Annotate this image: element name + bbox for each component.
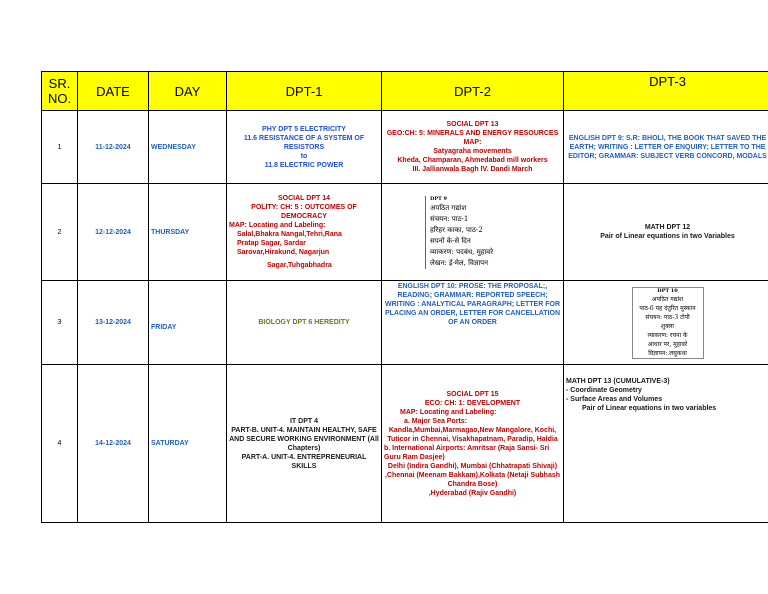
table-row (42, 365, 768, 523)
dpt2-cell (382, 111, 564, 184)
header-dpt2: DPT-2 (382, 72, 564, 111)
hindi-line: हरिहर काका, पाठ-2 (430, 225, 483, 234)
hindi-line: विज्ञापन: लघुकथा (648, 349, 687, 357)
dpt2-line: ,Hyderabad (Rajiv Gandhi) (428, 489, 517, 497)
sr-cell: 2 (42, 184, 78, 281)
dpt3-line: - Coordinate Geometry (566, 387, 642, 394)
date-cell: 11-12-2024 (78, 111, 149, 184)
header-dpt3: DPT-3 (564, 72, 768, 111)
hindi-line: अपठित गद्यांश (430, 203, 467, 212)
dpt2-line: ,Chennai (Meenam Bakkam),Kolkata (Netaji Subhash Chandra Bose) (384, 471, 561, 488)
day-cell: FRIDAY (149, 281, 227, 365)
sr-cell: 4 (42, 365, 78, 523)
hindi-line: व्याकरण: पदबंध, मुहावरे (430, 247, 494, 256)
dpt1-line: to (300, 152, 308, 160)
day-cell: SATURDAY (149, 365, 227, 523)
dpt1-line: MAP: Locating and Labeling: (229, 222, 326, 229)
date-cell: 14-12-2024 (78, 365, 149, 523)
dpt2-line: III. Jallianwala Bagh IV. Dandi March (412, 166, 533, 173)
header-day: DAY (149, 72, 227, 111)
dpt1-cell (227, 111, 382, 184)
dpt3-cell (564, 184, 768, 281)
dpt3-line: - Surface Areas and Volumes (566, 396, 663, 403)
sr-cell: 3 (42, 281, 78, 365)
dpt2-line: SOCIAL DPT 13 (446, 121, 499, 128)
dpt1-line: IT DPT 4 (289, 417, 318, 425)
dpt2-line: Kandla,Mumbai,Marmagao,New Mangalore, Kochi, Tuticor in Chennai, Visakhapatnam, Paradip, Haldia (387, 426, 558, 443)
dpt3-cell (564, 365, 768, 523)
hindi-line: DPT 9 (430, 195, 448, 202)
dpt2-line: Delhi (Indira Gandhi), Mumbai (Chhatrapati Shivaji) (387, 462, 558, 470)
hindi-line: लेखन: ई-मेल, विज्ञापन (430, 258, 488, 267)
dpt2-cell (382, 184, 564, 281)
hindi-line: संचयन: पाठ-1 (430, 214, 469, 223)
date-cell: 12-12-2024 (78, 184, 149, 281)
hindi-dpt-image (425, 196, 520, 269)
dpt1-line: BIOLOGY DPT 6 HEREDITY (258, 319, 350, 326)
dpt1-line: PART-A. UNIT-4. ENTREPRENEURIAL SKILLS (241, 453, 367, 470)
header-date: DATE (78, 72, 149, 111)
dpt2-line: ENGLISH DPT 10: PROSE: THE PROPOSAL;, READING; GRAMMAR: REPORTED SPEECH; WRITING : ANALYTICAL PARAGRAPH; LETTER FOR PLACING AN ORDER, LETTER FOR CANCELLATION OF AN ORDER (385, 283, 560, 326)
dpt2-line: SOCIAL DPT 15 (446, 390, 499, 398)
dpt1-line: POLITY: CH: 5 : OUTCOMES OF DEMOCRACY (251, 204, 357, 220)
dpt2-line: b. International Airports: Amritsar (Raja Sansi- Sri Guru Ram Dasjee) (384, 444, 550, 461)
hindi-line: सपनों के-से दिन (430, 236, 471, 245)
dpt2-line: MAP: Locating and Labeling: (400, 408, 497, 416)
dpt1-line: Sagar,Tuhgabhadra (267, 262, 332, 269)
header-dpt1: DPT-1 (227, 72, 382, 111)
dpt1-line: Pratap Sagar, Sardar (237, 240, 306, 247)
table-row (42, 111, 768, 184)
date-cell: 13-12-2024 (78, 281, 149, 365)
hindi-line: DPT 10 (657, 287, 678, 294)
dpt2-cell (382, 281, 564, 365)
header-sr: SR. NO. (42, 72, 78, 111)
dpt1-cell (227, 365, 382, 523)
dpt2-cell (382, 365, 564, 523)
dpt1-line: RESISTORS (283, 143, 325, 151)
day-cell: THURSDAY (149, 184, 227, 281)
hindi-line: अपठित गद्यांश (651, 295, 684, 303)
hindi-line: व्याकरण: रचना के (647, 331, 688, 339)
dpt2-line: Satyagraha movements (433, 148, 512, 155)
hindi-line: पाठ-6 यह दंतुरित मुस्कान (639, 304, 696, 312)
dpt2-line: GEO:CH: 5: MINERALS AND ENERGY RESOURCES (386, 130, 559, 137)
dpt1-line: PART-B. UNIT-4. MAINTAIN HEALTHY, SAFE AND SECURE WORKING ENVIRONMENT (All Chapters) (229, 426, 379, 452)
dpt2-line: MAP: (463, 139, 482, 146)
table-row (42, 184, 768, 281)
dpt1-line: SOCIAL DPT 14 (278, 195, 330, 202)
day-cell: WEDNESDAY (149, 111, 227, 184)
dpt1-line: Salal,Bhakra Nangal,Tehri,Rana (237, 231, 342, 238)
hindi-line: आधार पर, मुहावरे (647, 340, 688, 348)
dpt-schedule-table (41, 71, 768, 523)
hindi-dpt-image (632, 287, 704, 359)
dpt1-cell (227, 281, 382, 365)
table-row (42, 281, 768, 365)
dpt1-line: Sarovar,Hirakund, Nagarjun (237, 249, 330, 256)
header-row (42, 72, 768, 111)
dpt3-line: Pair of Linear equations in two Variables (600, 233, 735, 240)
sr-cell: 1 (42, 111, 78, 184)
dpt3-cell (564, 111, 768, 184)
dpt3-line: ENGLISH DPT 9: S.R: BHOLI, THE BOOK THAT SAVED THE EARTH; WRITING : LETTER OF ENQUIRY; LETTER TO THE EDITOR; GRAMMAR: SUBJECT VERB CONCORD, MODALS (568, 134, 767, 160)
dpt1-cell (227, 184, 382, 281)
dpt2-line: a. Major Sea Ports: (404, 417, 468, 425)
dpt2-line: Kheda, Champaran, Ahmedabad mill workers (397, 157, 548, 164)
hindi-line: संचयन: पाठ-3 टोपी (645, 313, 690, 321)
dpt1-line: 11.8 ELECTRIC POWER (264, 161, 344, 169)
dpt3-line: MATH DPT 12 (644, 224, 691, 231)
dpt3-line: MATH DPT 13 (CUMULATIVE-3) (566, 378, 670, 385)
hindi-line: शुक्ला (661, 322, 674, 330)
dpt1-line: 11.6 RESISTANCE OF A SYSTEM OF (243, 134, 365, 142)
dpt1-line: PHY DPT 5 ELECTRICITY (262, 125, 346, 133)
dpt3-line: Pair of Linear equations in two variables (582, 405, 717, 412)
dpt2-line: ECO: CH: 1: DEVELOPMENT (424, 399, 521, 407)
dpt3-cell (564, 281, 768, 365)
